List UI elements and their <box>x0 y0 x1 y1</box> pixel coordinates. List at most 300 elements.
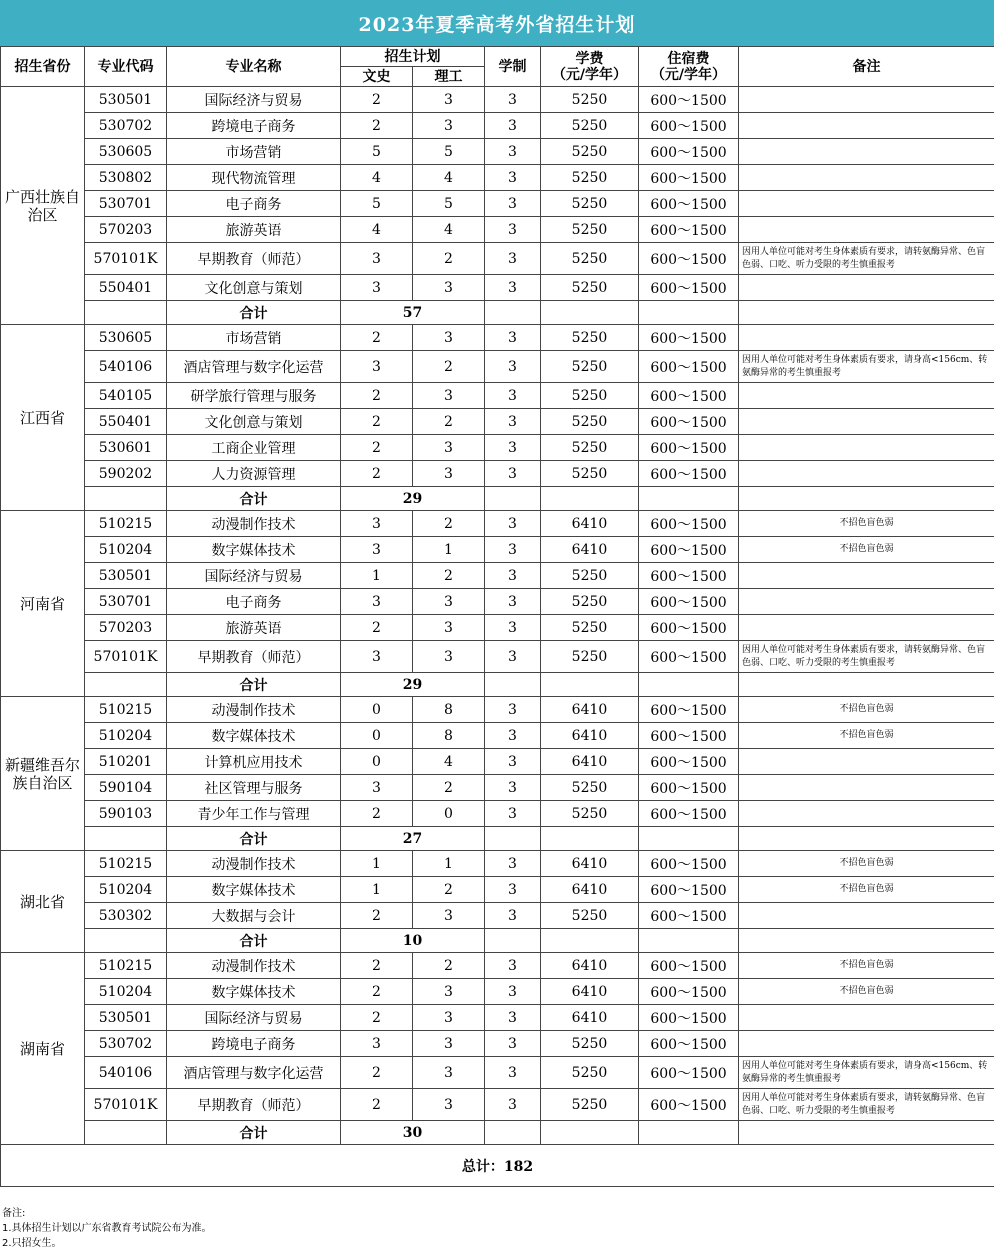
tuition-cell: 5250 <box>541 801 639 827</box>
tuition-cell: 5250 <box>541 217 639 243</box>
remark-cell <box>739 1005 994 1031</box>
remark-cell <box>739 775 994 801</box>
remark-cell: 因用人单位可能对考生身体素质有要求，请身高<156cm、转氨酶异常的考生慎重报考 <box>739 1057 994 1089</box>
subtotal-label: 合计 <box>167 301 341 325</box>
major-name-cell: 电子商务 <box>167 589 341 615</box>
subtotal-label: 合计 <box>167 673 341 697</box>
remark-cell <box>739 139 994 165</box>
remark-cell <box>739 589 994 615</box>
dorm-fee-cell: 600～1500 <box>639 697 739 723</box>
science-count-cell: 5 <box>413 191 485 217</box>
major-name-cell: 社区管理与服务 <box>167 775 341 801</box>
major-code-cell: 540105 <box>85 383 167 409</box>
dorm-fee-cell: 600～1500 <box>639 1089 739 1121</box>
remark-cell: 不招色盲色弱 <box>739 511 994 537</box>
remark-cell <box>739 325 994 351</box>
tuition-cell: 6410 <box>541 953 639 979</box>
arts-count-cell: 2 <box>341 383 413 409</box>
major-code-cell: 570101K <box>85 641 167 673</box>
years-cell: 3 <box>485 275 541 301</box>
header-province: 招生省份 <box>1 47 85 87</box>
subtotal-value: 27 <box>341 827 485 851</box>
dorm-fee-cell: 600～1500 <box>639 979 739 1005</box>
arts-count-cell: 4 <box>341 217 413 243</box>
science-count-cell: 3 <box>413 903 485 929</box>
remark-cell: 不招色盲色弱 <box>739 723 994 749</box>
major-code-cell: 530701 <box>85 589 167 615</box>
major-name-cell: 动漫制作技术 <box>167 953 341 979</box>
science-count-cell: 8 <box>413 697 485 723</box>
remark-cell: 因用人单位可能对考生身体素质有要求，请转氨酶异常、色盲色弱、口吃、听力受限的考生慎重报考 <box>739 243 994 275</box>
major-code-cell: 510204 <box>85 537 167 563</box>
table-row <box>1 801 994 827</box>
tuition-cell: 6410 <box>541 1005 639 1031</box>
dorm-fee-cell: 600～1500 <box>639 749 739 775</box>
tuition-cell: 6410 <box>541 851 639 877</box>
years-cell: 3 <box>485 243 541 275</box>
subtotal-tuition-cell <box>541 487 639 511</box>
years-cell: 3 <box>485 801 541 827</box>
arts-count-cell: 0 <box>341 723 413 749</box>
years-cell: 3 <box>485 537 541 563</box>
table-row <box>1 723 994 749</box>
subtotal-remark-cell <box>739 301 994 325</box>
dorm-fee-cell: 600～1500 <box>639 775 739 801</box>
remark-cell: 不招色盲色弱 <box>739 697 994 723</box>
science-count-cell: 3 <box>413 435 485 461</box>
major-code-cell: 530702 <box>85 1031 167 1057</box>
dorm-fee-cell: 600～1500 <box>639 409 739 435</box>
major-name-cell: 市场营销 <box>167 325 341 351</box>
major-code-cell: 550401 <box>85 275 167 301</box>
subtotal-code-cell <box>85 1121 167 1145</box>
remark-cell: 因用人单位可能对考生身体素质有要求，请转氨酶异常、色盲色弱、口吃、听力受限的考生慎重报考 <box>739 1089 994 1121</box>
arts-count-cell: 2 <box>341 461 413 487</box>
arts-count-cell: 5 <box>341 139 413 165</box>
years-cell: 3 <box>485 563 541 589</box>
table-row <box>1 113 994 139</box>
science-count-cell: 3 <box>413 1031 485 1057</box>
major-code-cell: 530302 <box>85 903 167 929</box>
table-row <box>1 275 994 301</box>
major-code-cell: 530601 <box>85 435 167 461</box>
science-count-cell: 3 <box>413 1089 485 1121</box>
subtotal-row <box>1 827 994 851</box>
arts-count-cell: 2 <box>341 903 413 929</box>
arts-count-cell: 2 <box>341 1057 413 1089</box>
table-row <box>1 589 994 615</box>
major-code-cell: 510215 <box>85 697 167 723</box>
science-count-cell: 2 <box>413 775 485 801</box>
remark-cell <box>739 275 994 301</box>
science-count-cell: 2 <box>413 563 485 589</box>
subtotal-value: 29 <box>341 673 485 697</box>
years-cell: 3 <box>485 697 541 723</box>
science-count-cell: 8 <box>413 723 485 749</box>
arts-count-cell: 1 <box>341 563 413 589</box>
footer-notes <box>2 1206 212 1251</box>
major-code-cell: 510204 <box>85 723 167 749</box>
remark-cell <box>739 191 994 217</box>
dorm-fee-cell: 600～1500 <box>639 383 739 409</box>
tuition-cell: 5250 <box>541 243 639 275</box>
major-name-cell: 酒店管理与数字化运营 <box>167 1057 341 1089</box>
tuition-cell: 5250 <box>541 641 639 673</box>
years-cell: 3 <box>485 139 541 165</box>
subtotal-value: 29 <box>341 487 485 511</box>
major-code-cell: 590103 <box>85 801 167 827</box>
tuition-cell: 5250 <box>541 435 639 461</box>
province-cell: 湖北省 <box>1 851 85 953</box>
subtotal-label: 合计 <box>167 1121 341 1145</box>
major-code-cell: 590104 <box>85 775 167 801</box>
major-code-cell: 570101K <box>85 1089 167 1121</box>
remark-cell <box>739 749 994 775</box>
table-row <box>1 775 994 801</box>
table-row <box>1 1005 994 1031</box>
table-row <box>1 461 994 487</box>
footer-line: 2.只招女生。 <box>2 1238 62 1249</box>
major-name-cell: 大数据与会计 <box>167 903 341 929</box>
arts-count-cell: 2 <box>341 325 413 351</box>
dorm-fee-cell: 600～1500 <box>639 511 739 537</box>
subtotal-remark-cell <box>739 673 994 697</box>
arts-count-cell: 0 <box>341 697 413 723</box>
major-code-cell: 510204 <box>85 979 167 1005</box>
major-code-cell: 530501 <box>85 87 167 113</box>
table-row <box>1 953 994 979</box>
years-cell: 3 <box>485 113 541 139</box>
arts-count-cell: 3 <box>341 1031 413 1057</box>
header-tuition <box>541 47 639 87</box>
arts-count-cell: 1 <box>341 877 413 903</box>
years-cell: 3 <box>485 589 541 615</box>
subtotal-code-cell <box>85 827 167 851</box>
major-name-cell: 旅游英语 <box>167 217 341 243</box>
table-row <box>1 165 994 191</box>
tuition-cell: 5250 <box>541 87 639 113</box>
science-count-cell: 3 <box>413 1005 485 1031</box>
major-code-cell: 530702 <box>85 113 167 139</box>
table-body <box>1 87 994 1187</box>
science-count-cell: 2 <box>413 511 485 537</box>
dorm-fee-cell: 600～1500 <box>639 723 739 749</box>
major-code-cell: 510215 <box>85 511 167 537</box>
table-row <box>1 851 994 877</box>
major-name-cell: 国际经济与贸易 <box>167 1005 341 1031</box>
dorm-fee-cell: 600～1500 <box>639 139 739 165</box>
major-name-cell: 计算机应用技术 <box>167 749 341 775</box>
tuition-cell: 5250 <box>541 383 639 409</box>
tuition-cell: 5250 <box>541 351 639 383</box>
province-cell: 新疆维吾尔族自治区 <box>1 697 85 851</box>
tuition-cell: 5250 <box>541 409 639 435</box>
arts-count-cell: 2 <box>341 979 413 1005</box>
dorm-fee-cell: 600～1500 <box>639 243 739 275</box>
arts-count-cell: 4 <box>341 165 413 191</box>
subtotal-tuition-cell <box>541 827 639 851</box>
science-count-cell: 3 <box>413 87 485 113</box>
subtotal-dorm-cell <box>639 487 739 511</box>
dorm-fee-cell: 600～1500 <box>639 563 739 589</box>
subtotal-tuition-cell <box>541 673 639 697</box>
subtotal-code-cell <box>85 929 167 953</box>
subtotal-row <box>1 301 994 325</box>
grand-total-row <box>1 1145 994 1187</box>
subtotal-years-cell <box>485 673 541 697</box>
dorm-fee-cell: 600～1500 <box>639 191 739 217</box>
table-row <box>1 511 994 537</box>
years-cell: 3 <box>485 641 541 673</box>
table-row <box>1 435 994 461</box>
arts-count-cell: 2 <box>341 801 413 827</box>
arts-count-cell: 3 <box>341 537 413 563</box>
remark-cell <box>739 801 994 827</box>
major-name-cell: 研学旅行管理与服务 <box>167 383 341 409</box>
subtotal-remark-cell <box>739 929 994 953</box>
table-row <box>1 979 994 1005</box>
header-tuition-label: 学费 <box>575 50 604 67</box>
science-count-cell: 3 <box>413 383 485 409</box>
footer-label: 备注: <box>2 1208 26 1219</box>
remark-cell: 不招色盲色弱 <box>739 877 994 903</box>
arts-count-cell: 2 <box>341 409 413 435</box>
years-cell: 3 <box>485 87 541 113</box>
years-cell: 3 <box>485 435 541 461</box>
major-name-cell: 电子商务 <box>167 191 341 217</box>
science-count-cell: 0 <box>413 801 485 827</box>
subtotal-years-cell <box>485 1121 541 1145</box>
dorm-fee-cell: 600～1500 <box>639 275 739 301</box>
major-name-cell: 文化创意与策划 <box>167 409 341 435</box>
remark-cell <box>739 903 994 929</box>
major-name-cell: 动漫制作技术 <box>167 851 341 877</box>
header-years: 学制 <box>485 47 541 87</box>
major-name-cell: 现代物流管理 <box>167 165 341 191</box>
major-code-cell: 570101K <box>85 243 167 275</box>
major-name-cell: 数字媒体技术 <box>167 723 341 749</box>
header-sci: 理工 <box>413 67 485 87</box>
subtotal-remark-cell <box>739 1121 994 1145</box>
tuition-cell: 5250 <box>541 191 639 217</box>
major-code-cell: 530605 <box>85 139 167 165</box>
major-name-cell: 动漫制作技术 <box>167 697 341 723</box>
province-cell: 江西省 <box>1 325 85 511</box>
arts-count-cell: 0 <box>341 749 413 775</box>
remark-cell: 因用人单位可能对考生身体素质有要求，请身高<156cm、转氨酶异常的考生慎重报考 <box>739 351 994 383</box>
tuition-cell: 5250 <box>541 563 639 589</box>
science-count-cell: 2 <box>413 409 485 435</box>
table-row <box>1 243 994 275</box>
subtotal-value: 30 <box>341 1121 485 1145</box>
header-remark: 备注 <box>739 47 994 87</box>
science-count-cell: 4 <box>413 165 485 191</box>
arts-count-cell: 3 <box>341 243 413 275</box>
subtotal-row <box>1 1121 994 1145</box>
science-count-cell: 2 <box>413 877 485 903</box>
dorm-fee-cell: 600～1500 <box>639 615 739 641</box>
table-row <box>1 697 994 723</box>
footer-line: 1.具体招生计划以广东省教育考试院公布为准。 <box>2 1223 212 1234</box>
header-name: 专业名称 <box>167 47 341 87</box>
years-cell: 3 <box>485 979 541 1005</box>
tuition-cell: 6410 <box>541 749 639 775</box>
dorm-fee-cell: 600～1500 <box>639 851 739 877</box>
major-name-cell: 跨境电子商务 <box>167 113 341 139</box>
years-cell: 3 <box>485 217 541 243</box>
major-name-cell: 市场营销 <box>167 139 341 165</box>
science-count-cell: 3 <box>413 979 485 1005</box>
dorm-fee-cell: 600～1500 <box>639 641 739 673</box>
years-cell: 3 <box>485 775 541 801</box>
tuition-cell: 6410 <box>541 697 639 723</box>
major-code-cell: 510204 <box>85 877 167 903</box>
header-tuition-unit: （元/学年） <box>551 66 628 83</box>
major-name-cell: 数字媒体技术 <box>167 877 341 903</box>
grand-total: 总计：182 <box>1 1145 994 1187</box>
major-name-cell: 国际经济与贸易 <box>167 87 341 113</box>
subtotal-row <box>1 929 994 953</box>
table-row <box>1 537 994 563</box>
major-code-cell: 510215 <box>85 851 167 877</box>
arts-count-cell: 2 <box>341 615 413 641</box>
province-cell: 广西壮族自治区 <box>1 87 85 325</box>
science-count-cell: 1 <box>413 851 485 877</box>
arts-count-cell: 3 <box>341 511 413 537</box>
remark-cell: 不招色盲色弱 <box>739 979 994 1005</box>
dorm-fee-cell: 600～1500 <box>639 877 739 903</box>
subtotal-remark-cell <box>739 487 994 511</box>
arts-count-cell: 3 <box>341 351 413 383</box>
dorm-fee-cell: 600～1500 <box>639 801 739 827</box>
remark-cell: 不招色盲色弱 <box>739 953 994 979</box>
tuition-cell: 5250 <box>541 113 639 139</box>
years-cell: 3 <box>485 325 541 351</box>
major-code-cell: 570203 <box>85 217 167 243</box>
science-count-cell: 2 <box>413 243 485 275</box>
subtotal-years-cell <box>485 827 541 851</box>
major-name-cell: 早期教育（师范） <box>167 243 341 275</box>
years-cell: 3 <box>485 165 541 191</box>
science-count-cell: 3 <box>413 589 485 615</box>
tuition-cell: 6410 <box>541 723 639 749</box>
years-cell: 3 <box>485 723 541 749</box>
major-name-cell: 动漫制作技术 <box>167 511 341 537</box>
dorm-fee-cell: 600～1500 <box>639 435 739 461</box>
arts-count-cell: 2 <box>341 953 413 979</box>
subtotal-code-cell <box>85 673 167 697</box>
table-row <box>1 351 994 383</box>
table-row <box>1 615 994 641</box>
science-count-cell: 1 <box>413 537 485 563</box>
tuition-cell: 5250 <box>541 1089 639 1121</box>
major-name-cell: 工商企业管理 <box>167 435 341 461</box>
remark-cell <box>739 383 994 409</box>
dorm-fee-cell: 600～1500 <box>639 1005 739 1031</box>
remark-cell: 不招色盲色弱 <box>739 537 994 563</box>
years-cell: 3 <box>485 615 541 641</box>
major-name-cell: 跨境电子商务 <box>167 1031 341 1057</box>
table-row <box>1 903 994 929</box>
years-cell: 3 <box>485 903 541 929</box>
remark-cell <box>739 165 994 191</box>
table-row <box>1 877 994 903</box>
remark-cell: 不招色盲色弱 <box>739 851 994 877</box>
arts-count-cell: 2 <box>341 1005 413 1031</box>
remark-cell <box>739 435 994 461</box>
tuition-cell: 6410 <box>541 511 639 537</box>
enrollment-plan-table <box>0 46 994 1187</box>
arts-count-cell: 2 <box>341 87 413 113</box>
major-name-cell: 国际经济与贸易 <box>167 563 341 589</box>
page-title: 2023年夏季高考外省招生计划 <box>0 0 994 46</box>
subtotal-value: 57 <box>341 301 485 325</box>
remark-cell <box>739 113 994 139</box>
science-count-cell: 3 <box>413 113 485 139</box>
tuition-cell: 5250 <box>541 275 639 301</box>
years-cell: 3 <box>485 1089 541 1121</box>
dorm-fee-cell: 600～1500 <box>639 537 739 563</box>
subtotal-label: 合计 <box>167 827 341 851</box>
arts-count-cell: 3 <box>341 275 413 301</box>
dorm-fee-cell: 600～1500 <box>639 165 739 191</box>
remark-cell <box>739 409 994 435</box>
dorm-fee-cell: 600～1500 <box>639 903 739 929</box>
table-row <box>1 1031 994 1057</box>
tuition-cell: 5250 <box>541 589 639 615</box>
years-cell: 3 <box>485 383 541 409</box>
table-row <box>1 1057 994 1089</box>
subtotal-years-cell <box>485 487 541 511</box>
table-row <box>1 217 994 243</box>
subtotal-dorm-cell <box>639 1121 739 1145</box>
table-row <box>1 641 994 673</box>
remark-cell <box>739 87 994 113</box>
major-name-cell: 早期教育（师范） <box>167 1089 341 1121</box>
subtotal-remark-cell <box>739 827 994 851</box>
years-cell: 3 <box>485 953 541 979</box>
dorm-fee-cell: 600～1500 <box>639 1031 739 1057</box>
subtotal-row <box>1 673 994 697</box>
years-cell: 3 <box>485 877 541 903</box>
major-name-cell: 酒店管理与数字化运营 <box>167 351 341 383</box>
province-cell: 河南省 <box>1 511 85 697</box>
header-code: 专业代码 <box>85 47 167 87</box>
science-count-cell: 3 <box>413 641 485 673</box>
table-row <box>1 749 994 775</box>
years-cell: 3 <box>485 191 541 217</box>
subtotal-years-cell <box>485 301 541 325</box>
subtotal-dorm-cell <box>639 673 739 697</box>
arts-count-cell: 5 <box>341 191 413 217</box>
tuition-cell: 5250 <box>541 1057 639 1089</box>
tuition-cell: 5250 <box>541 775 639 801</box>
subtotal-row <box>1 487 994 511</box>
subtotal-value: 10 <box>341 929 485 953</box>
major-code-cell: 530802 <box>85 165 167 191</box>
dorm-fee-cell: 600～1500 <box>639 953 739 979</box>
dorm-fee-cell: 600～1500 <box>639 461 739 487</box>
years-cell: 3 <box>485 409 541 435</box>
table-row <box>1 409 994 435</box>
subtotal-label: 合计 <box>167 487 341 511</box>
major-code-cell: 530501 <box>85 1005 167 1031</box>
science-count-cell: 2 <box>413 351 485 383</box>
remark-cell: 因用人单位可能对考生身体素质有要求，请转氨酶异常、色盲色弱、口吃、听力受限的考生慎重报考 <box>739 641 994 673</box>
subtotal-code-cell <box>85 301 167 325</box>
header-arts: 文史 <box>341 67 413 87</box>
science-count-cell: 2 <box>413 953 485 979</box>
